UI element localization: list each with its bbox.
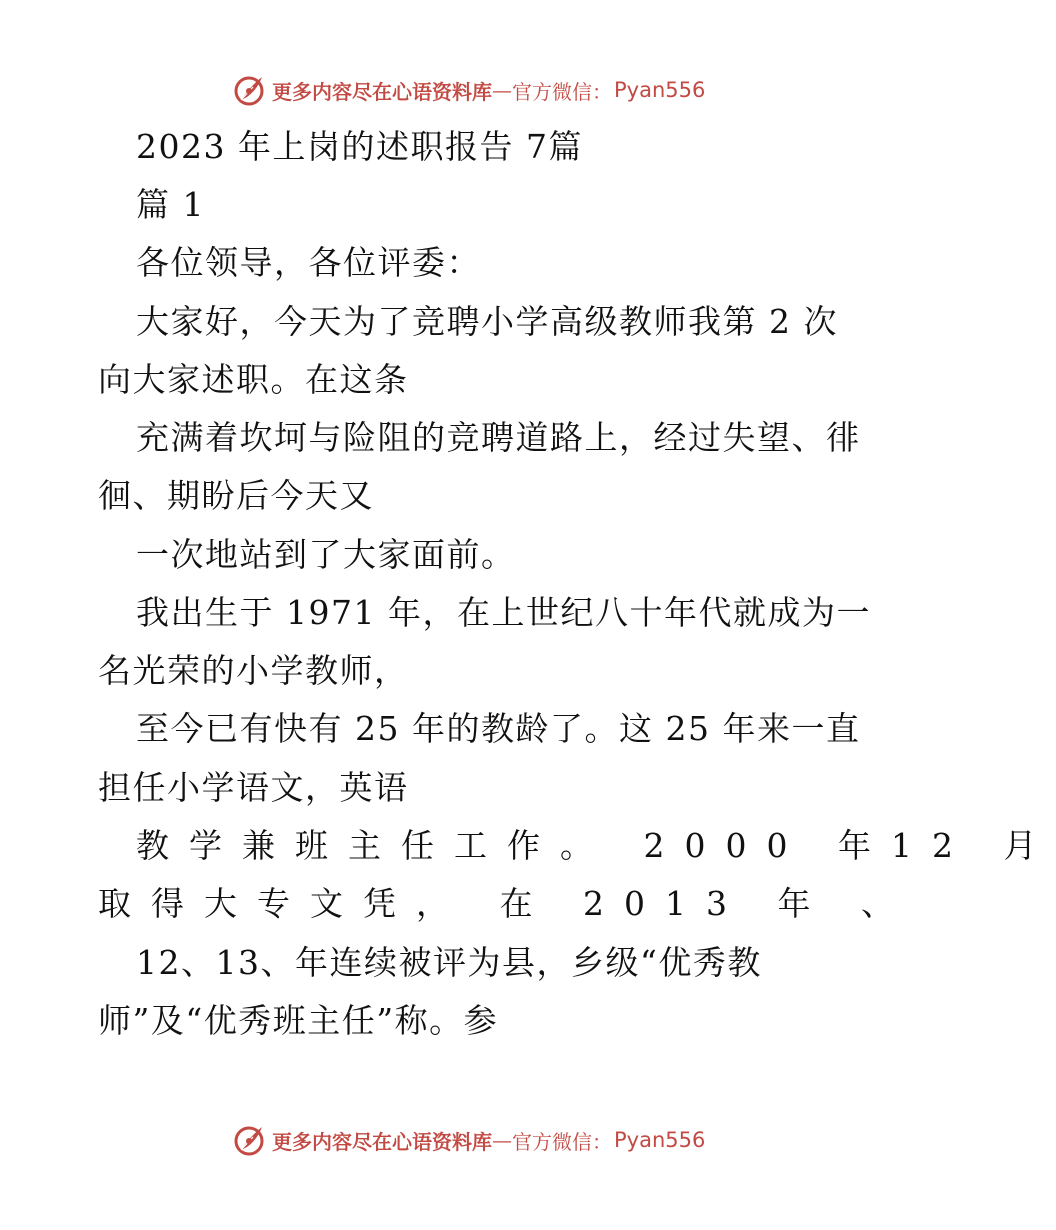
text-line: 一次地站到了大家面前。	[136, 535, 516, 574]
text-line: 徊、期盼后今天又	[98, 476, 374, 515]
watermark-dash: —	[492, 1128, 512, 1152]
footer-watermark	[232, 1120, 705, 1160]
text-line: 担任小学语文，英语	[98, 768, 409, 807]
salutation: 各位领导，各位评委：	[136, 243, 481, 282]
watermark-dash: —	[492, 78, 512, 102]
text-line: 向大家述职。在这条	[98, 360, 409, 399]
watermark-wechat-id: Pyan556	[614, 1128, 706, 1152]
watermark-label: 官方微信：	[512, 1129, 612, 1154]
text-line: 充满着坎坷与险阻的竞聘道路上，经过失望、徘	[136, 418, 861, 457]
text-line: 名光荣的小学教师，	[98, 651, 409, 690]
section-heading: 篇 1	[136, 185, 205, 224]
text-line: 师”及“优秀班主任”称。参	[98, 1001, 499, 1040]
document-title: 2023 年上岗的述职报告 7篇	[136, 127, 583, 166]
text-line: 取得大专文凭， 在 2013 年 、	[98, 884, 914, 923]
watermark-wechat-id: Pyan556	[614, 78, 706, 102]
text-line: 教学兼班主任工作。 2000 年12 月	[136, 826, 1056, 865]
watermark-label: 官方微信：	[512, 79, 612, 104]
text-line: 我出生于 1971 年，在上世纪八十年代就成为一	[136, 593, 871, 632]
header-watermark	[232, 70, 705, 110]
text-line: 至今已有快有 25 年的教龄了。这 25 年来一直	[136, 709, 861, 748]
text-line: 12、13、年连续被评为县，乡级“优秀教	[136, 943, 762, 982]
feather-quill-logo-icon	[232, 1123, 266, 1157]
text-line: 大家好，今天为了竞聘小学高级教师我第 2 次	[136, 302, 838, 341]
feather-quill-logo-icon	[232, 73, 266, 107]
watermark-site-text: 更多内容尽在心语资料库	[272, 79, 492, 104]
watermark-site-text: 更多内容尽在心语资料库	[272, 1129, 492, 1154]
